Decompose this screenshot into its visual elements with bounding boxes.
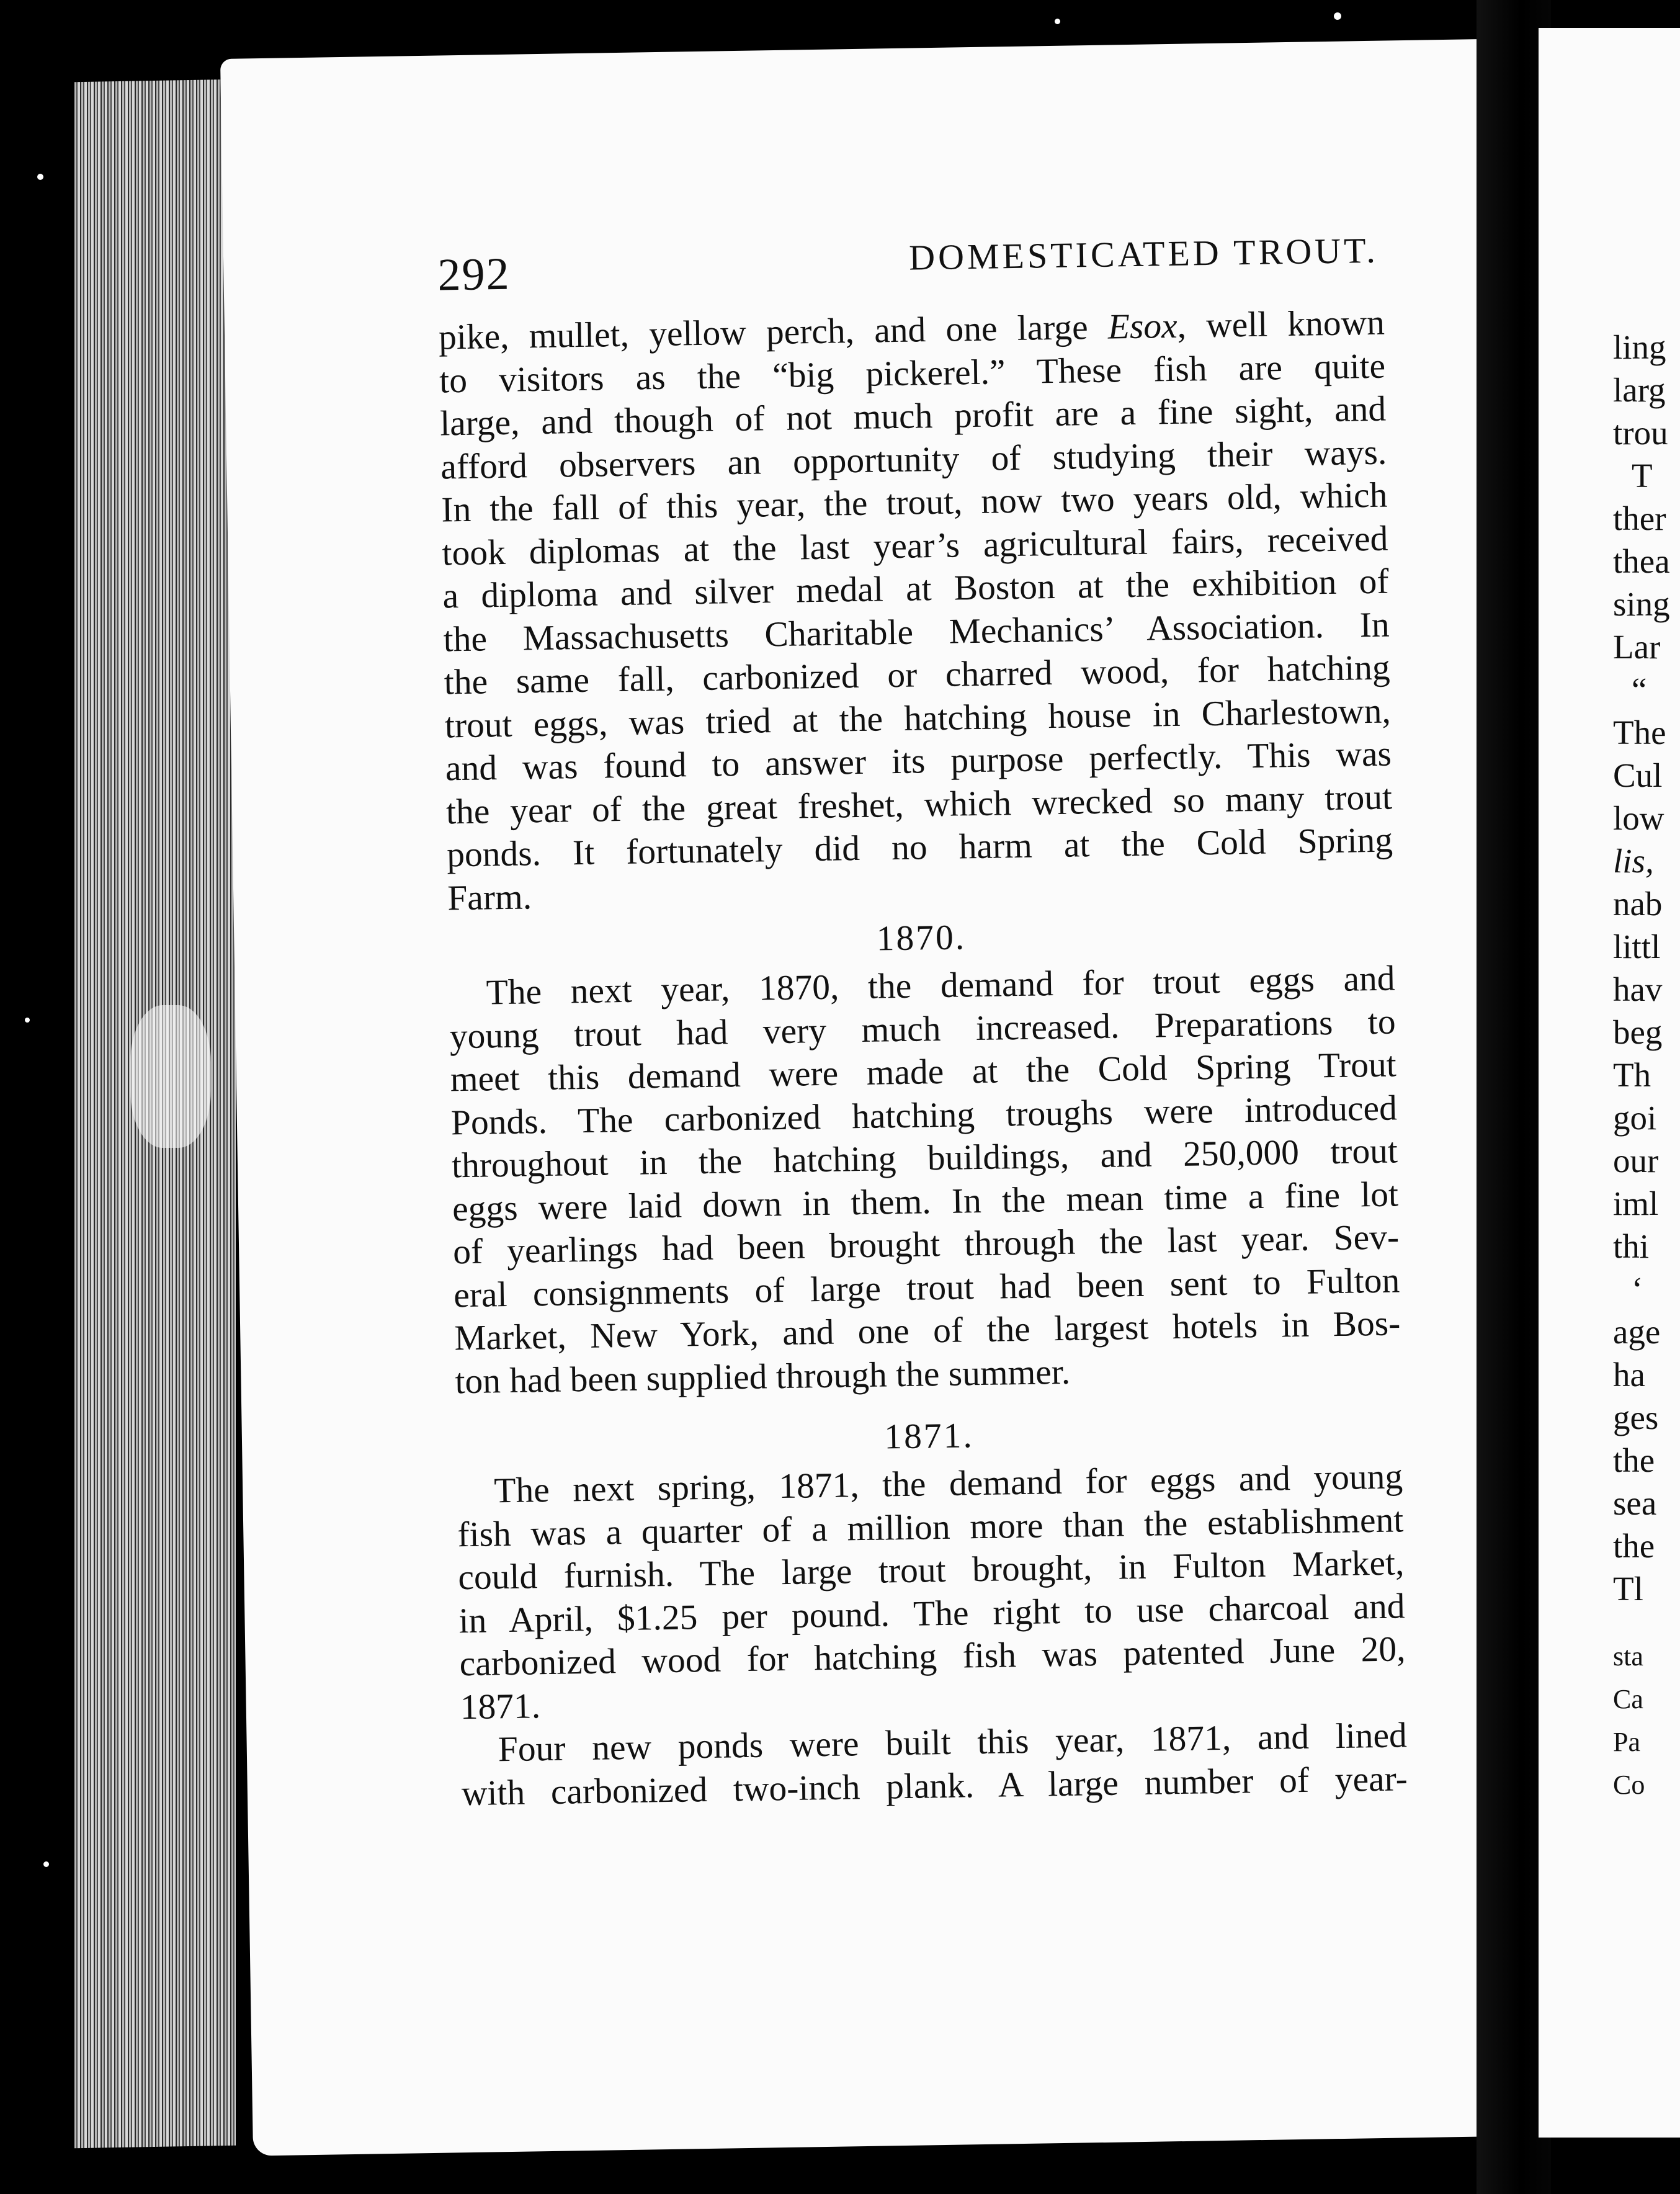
text-fragment: sing — [1613, 585, 1670, 623]
text-fragment: sta — [1613, 1641, 1643, 1672]
text-line: trout eggs, was tried at the hatching house in Charlestown, — [444, 691, 1392, 745]
paragraph-1 — [439, 302, 1394, 920]
text-line: and was found to answer its purpose perfectly. This was — [445, 734, 1392, 789]
text-fragment: nab — [1613, 885, 1663, 923]
page-number: 292 — [437, 248, 511, 301]
text-fragment: “ — [1632, 671, 1647, 709]
text-fragment: beg — [1613, 1013, 1663, 1051]
text-fragment: Cul — [1613, 756, 1663, 794]
genus-name: Esox — [1107, 306, 1178, 347]
spacer — [1613, 1610, 1680, 1635]
scan-speck — [1055, 19, 1060, 24]
text-fragment: sea — [1613, 1484, 1657, 1522]
text-line: Ponds. The carbonized hatching troughs were introduced — [450, 1088, 1398, 1142]
section-heading-1871: 1871. — [883, 1416, 975, 1457]
text-fragment: Ca — [1613, 1684, 1643, 1714]
text-fragment: ‘ — [1632, 1270, 1643, 1308]
paragraph-1870 — [449, 957, 1401, 1403]
left-page — [220, 39, 1522, 2156]
text-fragment: the — [1613, 1441, 1655, 1479]
text-fragment: iml — [1613, 1184, 1659, 1222]
text-fragment: lis, — [1613, 842, 1654, 880]
text-line: took diplomas at the last year’s agricultural fairs, received — [442, 519, 1388, 573]
text-line: with carbonized two-inch plank. A large number of year- — [461, 1758, 1408, 1813]
scan-speck — [37, 174, 43, 180]
text-fragment: Th — [1613, 1056, 1651, 1094]
text-line: could furnish. The large trout brought, in Fulton Market, — [458, 1543, 1405, 1598]
text-line: afford observers an opportunity of studying their ways. — [440, 432, 1387, 486]
text-fragment: age — [1613, 1313, 1661, 1351]
text-fragment: the — [1613, 1527, 1655, 1565]
scan-speck — [25, 1018, 30, 1023]
scan-speck — [130, 1005, 211, 1148]
text-line: The next spring, 1871, the demand for eggs and young — [493, 1457, 1403, 1511]
running-head — [437, 230, 1493, 305]
text-line: ponds. It fortunately did no harm at the Cold Spring — [446, 820, 1393, 875]
text-line: the same fall, carbonized or charred wood, for hatching — [444, 648, 1391, 702]
right-page-text — [1613, 326, 1680, 1806]
text-fragment: The — [1613, 714, 1666, 751]
text-line: Market, New York, and one of the largest hotels in Bos- — [454, 1304, 1401, 1358]
text-fragment: low — [1613, 799, 1664, 837]
text-line: fish was a quarter of a million more than the establishment — [457, 1500, 1404, 1554]
text-fragment: littl — [1613, 928, 1661, 965]
text-line: to visitors as the “big pickerel.” These fish are quite — [439, 346, 1386, 401]
paragraph-1871-a — [457, 1455, 1406, 1729]
section-heading-1870: 1870. — [876, 918, 967, 959]
text-fragment: Co — [1613, 1770, 1645, 1800]
text-fragment: hav — [1613, 970, 1663, 1008]
text-line: Farm. — [447, 877, 532, 918]
text-line: carbonized wood for hatching fish was patented June 20, — [459, 1629, 1406, 1684]
text-fragment: Lar — [1613, 628, 1661, 666]
text-fragment: T — [1632, 457, 1653, 495]
text-line: meet this demand were made at the Cold Spring Trout — [450, 1045, 1397, 1099]
text-line: Four new ponds were built this year, 1871, and lined — [498, 1716, 1408, 1770]
text-fragment: ges — [1613, 1399, 1659, 1436]
text-line: ton had been supplied through the summer. — [455, 1352, 1071, 1401]
text-line: the year of the great freshet, which wrecked so many trout — [445, 777, 1393, 831]
text-line: large, and though of not much profit are a fine sight, and — [439, 389, 1387, 444]
text-line: eggs were laid down in them. In the mean time a fine lot — [452, 1174, 1399, 1229]
text-fragment: thi — [1613, 1227, 1650, 1265]
text-line: throughout in the hatching buildings, and 250,000 trout — [451, 1131, 1398, 1186]
text-line: The next year, 1870, the demand for trout eggs and — [486, 959, 1396, 1013]
right-page — [1539, 28, 1680, 2138]
paragraph-1871-b — [460, 1714, 1408, 1815]
text-line: eral consignments of large trout had been sent to Fulton — [453, 1260, 1400, 1315]
body-text — [439, 302, 1408, 1816]
text-line: a diploma and silver medal at Boston at the exhibition of — [442, 562, 1389, 616]
text-fragment: Tl — [1613, 1570, 1643, 1608]
text-line-segment: pike, mullet, yellow perch, and one large Esox, well known — [438, 303, 1385, 357]
text-fragment: our — [1613, 1142, 1659, 1180]
text-fragment: Pa — [1613, 1727, 1640, 1757]
page-title: DOMESTICATED TROUT. — [908, 230, 1379, 278]
text-fragment: larg — [1613, 371, 1666, 409]
text-line: of yearlings had been brought through the last year. Sev- — [452, 1217, 1400, 1272]
text-line: in April, $1.25 per pound. The right to use charcoal and — [458, 1586, 1405, 1641]
text-line: the Massachusetts Charitable Mechanics’ Association. In — [443, 605, 1390, 659]
text-fragment: ther — [1613, 499, 1666, 537]
text-line: 1871. — [460, 1686, 541, 1727]
text-fragment: goi — [1613, 1099, 1657, 1137]
scan-speck — [43, 1861, 49, 1867]
text-line: In the fall of this year, the trout, now two years old, which — [440, 475, 1388, 530]
text-fragment: ling — [1613, 328, 1666, 366]
text-line: young trout had very much increased. Preparations to — [449, 1001, 1396, 1056]
text-fragment: ha — [1613, 1356, 1645, 1394]
text-fragment: thea — [1613, 542, 1670, 580]
text-fragment: trou — [1613, 414, 1668, 452]
scan-speck — [1334, 12, 1341, 20]
